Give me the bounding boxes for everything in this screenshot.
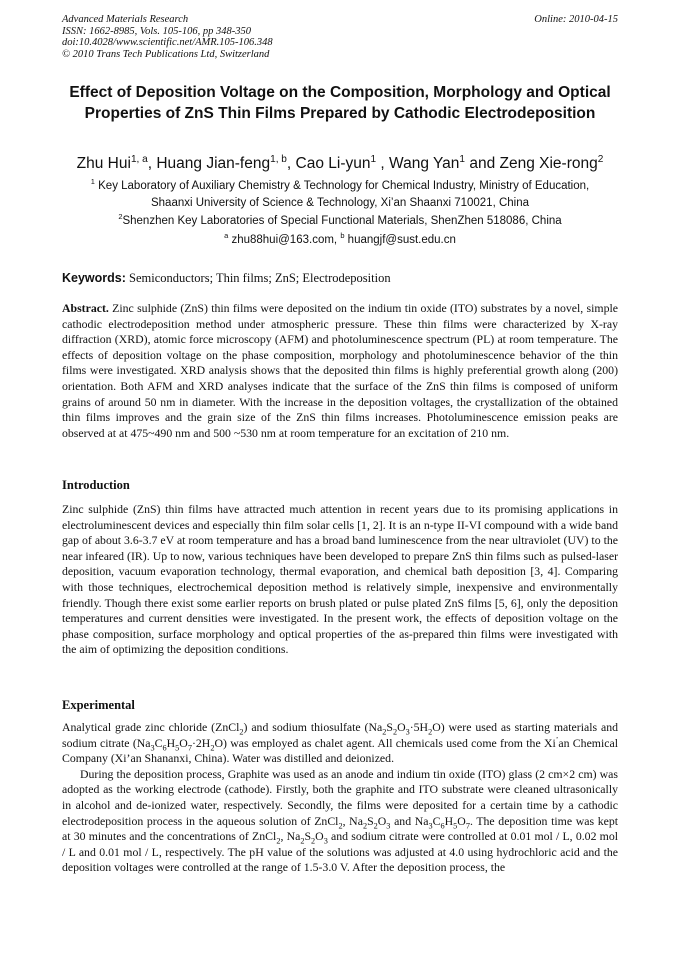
email-a: zhu88hui@163.com,: [231, 234, 338, 246]
author-affil-sup: 1, a: [130, 153, 148, 165]
author-affil-sup: 1, b: [270, 153, 287, 165]
author-name: Huang Jian-feng: [156, 155, 271, 172]
copyright-line: © 2010 Trans Tech Publications Ltd, Switzerland: [62, 48, 270, 60]
affil-sup: 2: [118, 212, 123, 222]
affil-2-text: Shenzhen Key Laboratories of Special Functional Materials, ShenZhen 518086, China: [122, 215, 562, 227]
author-name: Zhu Hui: [76, 155, 131, 172]
affil-1-line-1: Key Laboratory of Auxiliary Chemistry & Technology for Chemical Industry, Ministry of Education,: [98, 180, 590, 192]
abstract-text: Zinc sulphide (ZnS) thin films were deposited on the indium tin oxide (ITO) substrates by a novel, simple cathodic electrodeposition method under atmospheric pressure. These thin films were characterized by X-ray diffraction (XRD), atomic force microscopy (AFM) and photoluminescence spectrum (PL) at room temperature. The effects of deposition voltage on the phase composition, morphology and photoluminescence behavior of the thin films were investigated. XRD analysis shows that the deposited thin films is highly preferential growth along (200) orientation. Both AFM and XRD analyses indicate that the surface of the ZnS thin films is composed of uniform grains of around 50 nm in diameter. With the increase in the deposition voltages, the crystallization of the obtained thin films improves and the grain size of the ZnS thin films increases. Photoluminescence emission peaks are observed at at 475~490 nm and 500 ~530 nm at room temperature for an excitation of 210 nm.: [62, 301, 618, 440]
keywords-label: Keywords:: [62, 271, 126, 285]
author-affil-sup: 2: [597, 153, 604, 165]
introduction-text: [62, 502, 618, 658]
author-name: Zeng Xie-rong: [499, 155, 598, 172]
journal-header: [62, 14, 618, 60]
paper-title: Effect of Deposition Voltage on the Composition, Morphology and Optical Properties of ZnS Thin Films Prepared by Cathodic Electrodeposition: [69, 84, 611, 122]
author-name: Cao Li-yun: [295, 155, 371, 172]
issn-line: ISSN: 1662-8985, Vols. 105-106, pp 348-350: [62, 25, 251, 37]
keywords-text: Semiconductors; Thin films; ZnS; Electrodeposition: [129, 271, 391, 285]
affil-sup: 1: [90, 177, 95, 187]
abstract: [62, 301, 618, 441]
experimental-text: [62, 720, 618, 876]
author-affil-sup: 1: [459, 153, 466, 165]
email-sup: b: [340, 231, 345, 241]
experimental-paragraph-2: During the deposition process, Graphite was used as an anode and indium tin oxide (ITO) glass (2 cm×2 cm) was adopted as the working electrode (cathode). Firstly, both the graphite and ITO substrate were cleaned ultrasonically in alcohol and de-ionized water, respectively. Secondly, the films were deposited for a certain time by a cathodic electrodeposition process in the aqueous solution of ZnCl$_2$, $Na_2S_2O_3$ and $Na_3C_6H_5O_7$. The deposition time was kept at 30 minutes and the concentrations of ZnCl$_2$, $Na_2S_2O_3$ and sodium citrate were controlled at 0.01 mol / L, 0.02 mol / L and 0.01 mol / L, respectively. The pH value of the solutions was adjusted at 4.0 using hydrochloric acid and the deposition voltages were controlled at the range of 1.5-3.0 V. After the deposition process, the: [62, 766, 619, 875]
author-name: Wang Yan: [389, 155, 460, 172]
email-sup: a: [224, 231, 229, 241]
author-affil-sup: 1: [370, 153, 377, 165]
author-list: Zhu Hui$^{1, a}$, Huang Jian-feng$^{1, b}$, Cao Li-yun$^1$ , Wang Yan$^1$ and Zeng Xie-rong$^2$: [76, 153, 604, 172]
introduction-heading: Introduction: [62, 478, 130, 492]
introduction-paragraph: Zinc sulphide (ZnS) thin films have attracted much attention in recent years due to its promising applications in electroluminescent devices and especially thin film solar cells [1, 2]. It is an n-type II-VI compound with a wide band gap of about 3.6-3.7 eV at room temperature and has a broad band luminescence from the near ultraviolet (UV) to the near infeared (IR). Up to now, various techniques have been developed to prepare ZnS thin films such as pulsed-laser deposition, vacuum evaporation technology, thermal evaporation, and chemical bath deposition [3, 4]. Comparing with those techniques, electrochemical deposition method is relatively simple, inexpensive and environmentally friendly. Though there exist some earlier reports on brush plated or pulse plated ZnS films [5, 6], only the deposition temperatures and current densities were investigated. In the present work, the effects of deposition voltage on the phase composition, surface morphology and optical properties of the as-prepared thin films were investigated with the aim of optimizing the deposition conditions.: [62, 502, 618, 657]
email-line: [62, 232, 618, 249]
doi-line: doi:10.4028/www.scientific.net/AMR.105-106.348: [62, 37, 273, 49]
keywords: [62, 270, 618, 286]
affiliation-2: [62, 213, 618, 230]
online-date: Online: 2010-04-15: [534, 14, 618, 25]
experimental-heading: Experimental: [62, 698, 135, 712]
abstract-label: Abstract.: [62, 301, 109, 315]
journal-name: Advanced Materials Research: [62, 14, 189, 25]
affiliation-1: [62, 178, 618, 211]
email-b: huangjf@sust.edu.cn: [347, 234, 456, 246]
experimental-paragraph-1: Analytical grade zinc chloride (ZnCl$_2$) and sodium thiosulfate $(Na_2S_2O_3\cdot 5H_2O)$ were used as starting materials and sodium citrate $(Na_3C_6H_5O_7\cdot 2H_2O)$ was employed as chalet agent. All chemicals used come from the Xi’an Chemical Company (Xi’an Shananxi, China). Water was distilled and deionized.: [62, 720, 619, 766]
affil-1-line-2: Shaanxi University of Science & Technology, Xi’an Shaanxi 710021, China: [150, 196, 530, 209]
